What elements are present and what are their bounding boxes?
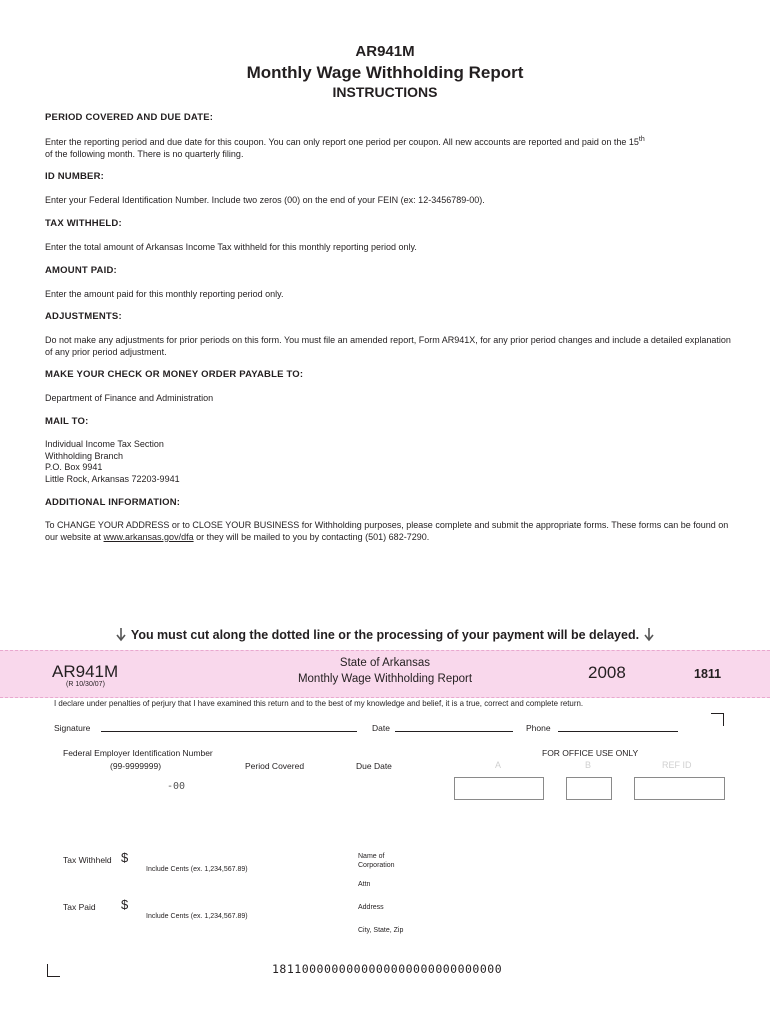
additional-text — [45, 520, 735, 543]
office-ref-label: REF ID — [662, 760, 692, 770]
mail-line: P.O. Box 9941 — [45, 462, 103, 472]
website-link[interactable]: www.arkansas.gov/dfa — [103, 531, 194, 542]
mail-address — [45, 439, 735, 485]
period-text-line2: of the following month. There is no quarterly filing. — [45, 148, 244, 159]
phone-line[interactable] — [558, 731, 678, 732]
name-label-1: Name of — [358, 853, 385, 860]
registration-mark — [711, 713, 724, 726]
payable-heading: MAKE YOUR CHECK OR MONEY ORDER PAYABLE TO: — [45, 369, 304, 380]
id-number-heading: ID NUMBER: — [45, 171, 104, 182]
mail-line: Individual Income Tax Section — [45, 439, 164, 449]
additional-heading: ADDITIONAL INFORMATION: — [45, 497, 181, 508]
mail-heading: MAIL TO: — [45, 416, 89, 427]
perjury-declaration: I declare under penalties of perjury that I have examined this return and to the best of my knowledge and belief, it is a true, correct and complete return. — [54, 698, 584, 708]
amount-paid-text: Enter the amount paid for this monthly reporting period only. — [45, 289, 284, 299]
phone-label: Phone — [526, 723, 551, 733]
fein-label: Federal Employer Identification Number — [63, 748, 213, 758]
coupon-state: State of Arkansas — [339, 657, 431, 669]
cents-note: Include Cents (ex. 1,234,567.89) — [146, 913, 248, 920]
dollar-sign: $ — [121, 850, 129, 865]
adjustments-heading: ADJUSTMENTS: — [45, 311, 122, 322]
tax-withheld-label: Tax Withheld — [63, 855, 112, 865]
attn-label: Attn — [358, 881, 371, 888]
dollar-sign: $ — [121, 897, 129, 912]
cut-notice-text: You must cut along the dotted line or the processing of your payment will be delayed. — [130, 628, 640, 642]
city-state-zip-label: City, State, Zip — [358, 927, 404, 934]
instructions-title: INSTRUCTIONS — [332, 84, 438, 100]
office-box-b — [566, 777, 612, 800]
name-label-2: Corporation — [358, 862, 395, 869]
tax-withheld-text: Enter the total amount of Arkansas Income Tax withheld for this monthly reporting period only. — [45, 242, 417, 252]
amount-paid-heading: AMOUNT PAID: — [45, 265, 117, 276]
period-heading: PERIOD COVERED AND DUE DATE: — [45, 112, 214, 123]
office-use-label: FOR OFFICE USE ONLY — [542, 748, 639, 758]
period-text — [45, 137, 735, 160]
office-box-a — [454, 777, 544, 800]
tax-withheld-heading: TAX WITHHELD: — [45, 218, 122, 229]
date-line[interactable] — [395, 731, 513, 732]
coupon-year: 2008 — [588, 663, 626, 682]
registration-mark — [47, 964, 60, 977]
period-covered-label: Period Covered — [245, 761, 305, 771]
mail-line: Little Rock, Arkansas 72203-9941 — [45, 473, 180, 484]
tax-paid-label: Tax Paid — [63, 902, 96, 912]
coupon-revision: (R 10/30/07) — [66, 681, 105, 688]
cents-note: Include Cents (ex. 1,234,567.89) — [146, 866, 248, 873]
address-label: Address — [358, 904, 384, 911]
period-text-sup: th — [638, 136, 645, 143]
date-label: Date — [372, 723, 390, 733]
office-box-ref — [634, 777, 725, 800]
adjustments-text: Do not make any adjustments for prior periods on this form. You must file an amended report, Form AR941X, for any prior period changes and include a detailed explanation of any prior period adjustment. — [45, 335, 731, 357]
form-id-title: AR941M — [355, 43, 415, 60]
office-a-label: A — [495, 760, 502, 770]
coupon-title: Monthly Wage Withholding Report — [297, 673, 473, 685]
scan-line: 1811000000000000000000000000000 — [272, 962, 503, 976]
coupon-form-id: AR941M — [52, 662, 119, 681]
mail-line: Withholding Branch — [45, 450, 124, 461]
due-date-label: Due Date — [356, 761, 392, 771]
down-arrow-icon — [115, 628, 127, 642]
down-arrow-icon — [643, 628, 655, 642]
page-title: Monthly Wage Withholding Report — [246, 63, 524, 82]
fein-suffix: -00 — [167, 781, 186, 792]
id-number-text: Enter your Federal Identification Number. Include two zeros (00) on the end of your FEIN (ex: 12-3456789-00). — [45, 195, 485, 205]
office-b-label: B — [585, 760, 592, 770]
payable-text: Department of Finance and Administration — [45, 393, 214, 403]
coupon-code: 1811 — [694, 667, 722, 681]
additional-text-after: or they will be mailed to you by contacting (501) 682-7290. — [193, 531, 430, 542]
additional-text-before: To CHANGE YOUR ADDRESS or to CLOSE YOUR BUSINESS for Withholding purposes, please complete and submit the appropriate forms. These forms can be found on our website at — [45, 520, 729, 542]
fein-format: (99-9999999) — [110, 761, 162, 771]
period-text-line1: Enter the reporting period and due date for this coupon. You can only report one period per coupon. All new accounts are reported and paid on the 15 — [45, 137, 639, 147]
signature-label: Signature — [54, 723, 91, 733]
signature-line[interactable] — [101, 731, 357, 732]
cut-notice — [0, 628, 770, 642]
